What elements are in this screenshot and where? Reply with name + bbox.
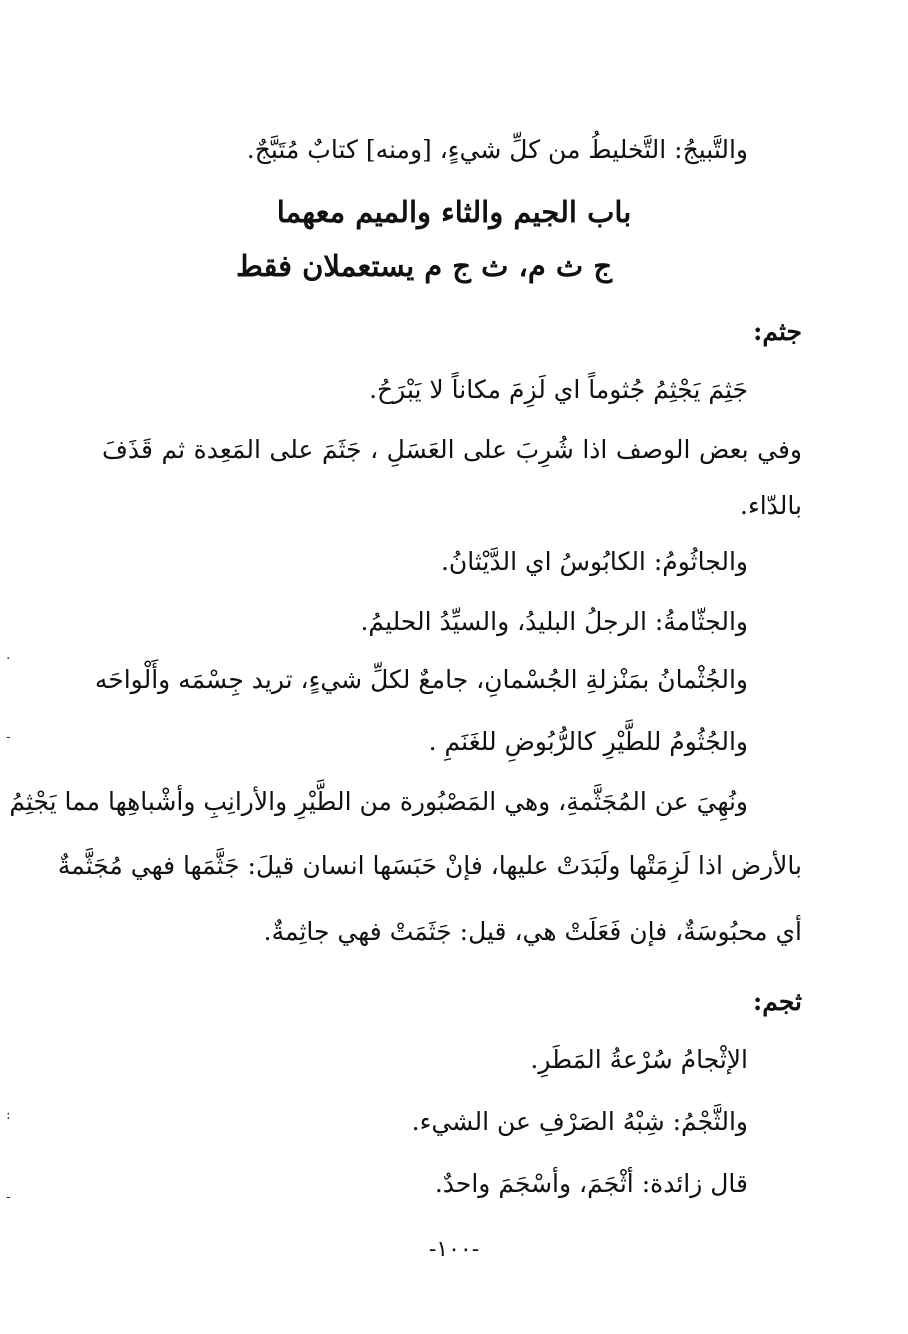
text-line: بالأرض اذا لَزِمَتْها ولَبَدَتْ عليها، فإنْ حَبَسَها انسان قيلَ: جَثَّمَها فهي مُجَثَّمةٌ: [57, 851, 802, 880]
margin-dot-mark: :: [6, 1107, 11, 1123]
margin-dash-mark: -: [6, 729, 11, 745]
section-subheading: ج ث م، ث ج م يستعملان فقط: [235, 249, 613, 283]
text-line: والثَّجْمُ: شِبْهُ الصَرْفِ عن الشيء.: [411, 1107, 748, 1136]
text-line: والجُثُومُ للطَّيْرِ كالرُّبُوضِ للغَنَمِ .: [428, 727, 748, 756]
text-line: الإثْجامُ سُرْعةُ المَطَرِ.: [530, 1045, 748, 1074]
text-line: والجثّامةُ: الرجلُ البليدُ، والسيِّدُ الحليمُ.: [360, 607, 748, 636]
text-line: أي محبُوسَةٌ، فإن فَعَلَتْ هي، قيل: جَثَمَتْ فهي جاثِمةٌ.: [263, 917, 802, 946]
text-line: قال زائدة: أثْجَمَ، وأسْجَمَ واحدٌ.: [434, 1169, 748, 1198]
page-number: -١٠٠-: [428, 1237, 480, 1262]
text-line: والجاثُومُ: الكابُوسُ اي الدَّيْثانُ.: [440, 547, 748, 576]
text-line: ونُهِيَ عن المُجَثَّمةِ، وهي المَصْبُورة من الطَّيْرِ والأرانِبِ وأشْباهِها مما يَجْثِمُ: [9, 787, 748, 816]
text-line: جَثِمَ يَجْثِمُ جُثوماً اي لَزِمَ مكاناً لا يَبْرَحُ.: [369, 375, 748, 404]
section-heading: باب الجيم والثاء والميم معهما: [276, 195, 632, 229]
margin-dot-mark: ·: [6, 651, 11, 667]
text-line: والجُثْمانُ بمَنْزلةِ الجُسْمانِ، جامعٌ لكلِّ شيءٍ، تريد جِسْمَه وأَلْواحَه: [94, 665, 748, 694]
text-line: وفي بعض الوصف اذا شُرِبَ على العَسَلِ ، جَثَمَ على المَعِدة ثم قَذَفَ: [102, 435, 802, 464]
entry-heading-thajama: ثجم:: [753, 987, 802, 1016]
entry-heading-jathama: جثم:: [753, 317, 802, 346]
text-line: والتَّبيجُ: التَّخليطُ من كلِّ شيءٍ، [ومنه] كتابٌ مُتَبَّجٌ.: [246, 135, 748, 164]
text-line: بالدّاء.: [740, 491, 802, 520]
margin-dash-mark: -: [6, 1189, 11, 1205]
